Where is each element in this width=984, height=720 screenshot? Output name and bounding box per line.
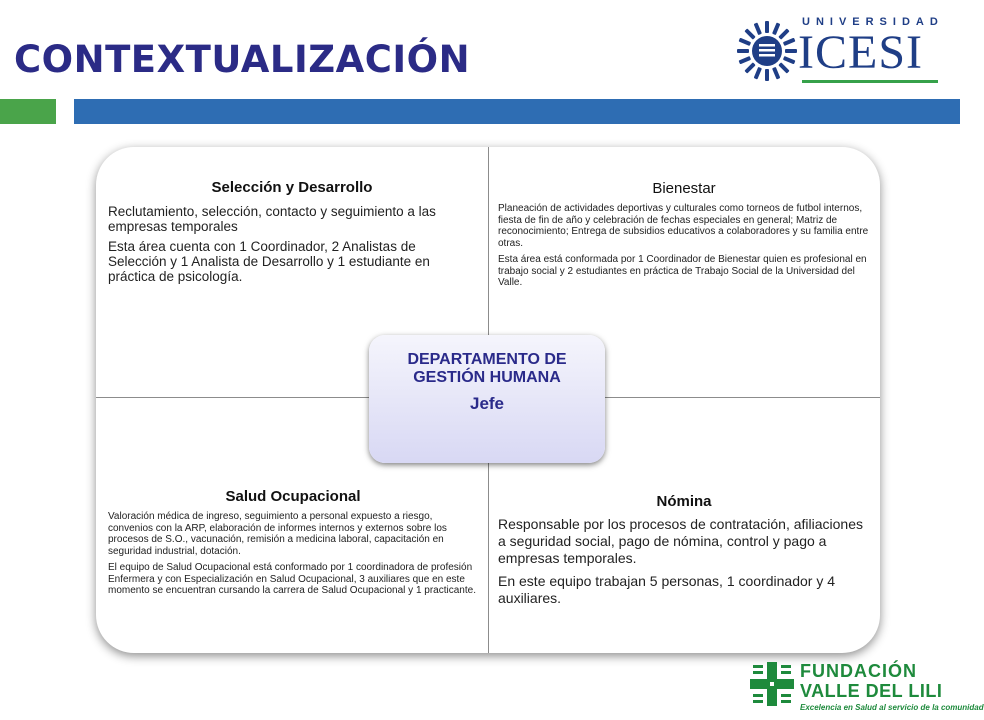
- quadrant-team: El equipo de Salud Ocupacional está conformado por 1 coordinadora de profesión Enfermera y con Especialización en Salud Ocupacional, 3 auxiliares que en este momento se encuentran cursando la carrera de Salud Ocupacional y 1 practicante.: [108, 562, 476, 596]
- quadrant-description: Valoración médica de ingreso, seguimiento a personal expuesto a riesgo, convenios con la ARP, elaboración de informes internos y externos sobre los procesos de S.O., vacunación, remisión a medicina laboral, capacitación en seguridad industrial, dotación.: [108, 511, 447, 557]
- quadrant-description: Reclutamiento, selección, contacto y seguimiento a las empresas temporales: [108, 204, 436, 234]
- header-blue-bar: [74, 99, 960, 124]
- quadrant-team: Esta área está conformada por 1 Coordinador de Bienestar quien es profesional en trabajo social y 2 estudiantes en práctica de Trabajo Social de la Universidad del Valle.: [498, 254, 867, 288]
- quadrant-title: Salud Ocupacional: [225, 488, 361, 505]
- fvl-line1: FUNDACIÓN: [800, 661, 917, 681]
- fvl-line2: VALLE DEL LILI: [800, 681, 943, 701]
- quadrant-title: Bienestar: [652, 180, 716, 197]
- icesi-underline: [802, 80, 938, 83]
- quadrant-team: En este equipo trabajan 5 personas, 1 coordinador y 4 auxiliares.: [498, 573, 836, 606]
- icesi-logo: [736, 12, 944, 90]
- quadrant-title: Selección y Desarrollo: [211, 179, 373, 196]
- quadrant-seleccion-desarrollo: [108, 179, 476, 289]
- department-name: DEPARTAMENTO DE GESTIÓN HUMANA: [407, 351, 567, 386]
- icesi-sun-icon: [736, 20, 798, 82]
- icesi-name-label: ICESI: [798, 26, 923, 79]
- quadrant-bienestar: [498, 180, 870, 294]
- slide-title: CONTEXTUALIZACIÓN: [14, 38, 471, 81]
- quadrant-nomina: [498, 493, 870, 613]
- quadrant-team: Esta área cuenta con 1 Coordinador, 2 Analistas de Selección y 1 Analista de Desarrollo y 1 estudiante en práctica de psicología.: [108, 239, 430, 284]
- icesi-universidad-label: UNIVERSIDAD: [802, 16, 944, 28]
- fvl-cross-icon: [750, 662, 794, 706]
- quadrant-salud-ocupacional: [108, 488, 478, 602]
- quadrant-description: Planeación de actividades deportivas y culturales como torneos de futbol internos, fiesta de fin de año y celebración de fechas especiales en general; Matriz de reconocimiento; Entrega de subsidios educativos a colaboradores y su familia entre otras.: [498, 203, 869, 249]
- quadrant-description: Responsable por los procesos de contratación, afiliaciones a seguridad social, pago de nómina, control y pago a empresas temporales.: [498, 516, 863, 566]
- department-role: Jefe: [469, 394, 505, 413]
- fundacion-valle-del-lili-logo: [750, 660, 984, 716]
- quadrant-title: Nómina: [656, 493, 712, 510]
- fvl-tagline: Excelencia en Salud al servicio de la comunidad: [800, 703, 984, 712]
- department-center-box: [369, 335, 605, 463]
- header-green-bar: [0, 99, 56, 124]
